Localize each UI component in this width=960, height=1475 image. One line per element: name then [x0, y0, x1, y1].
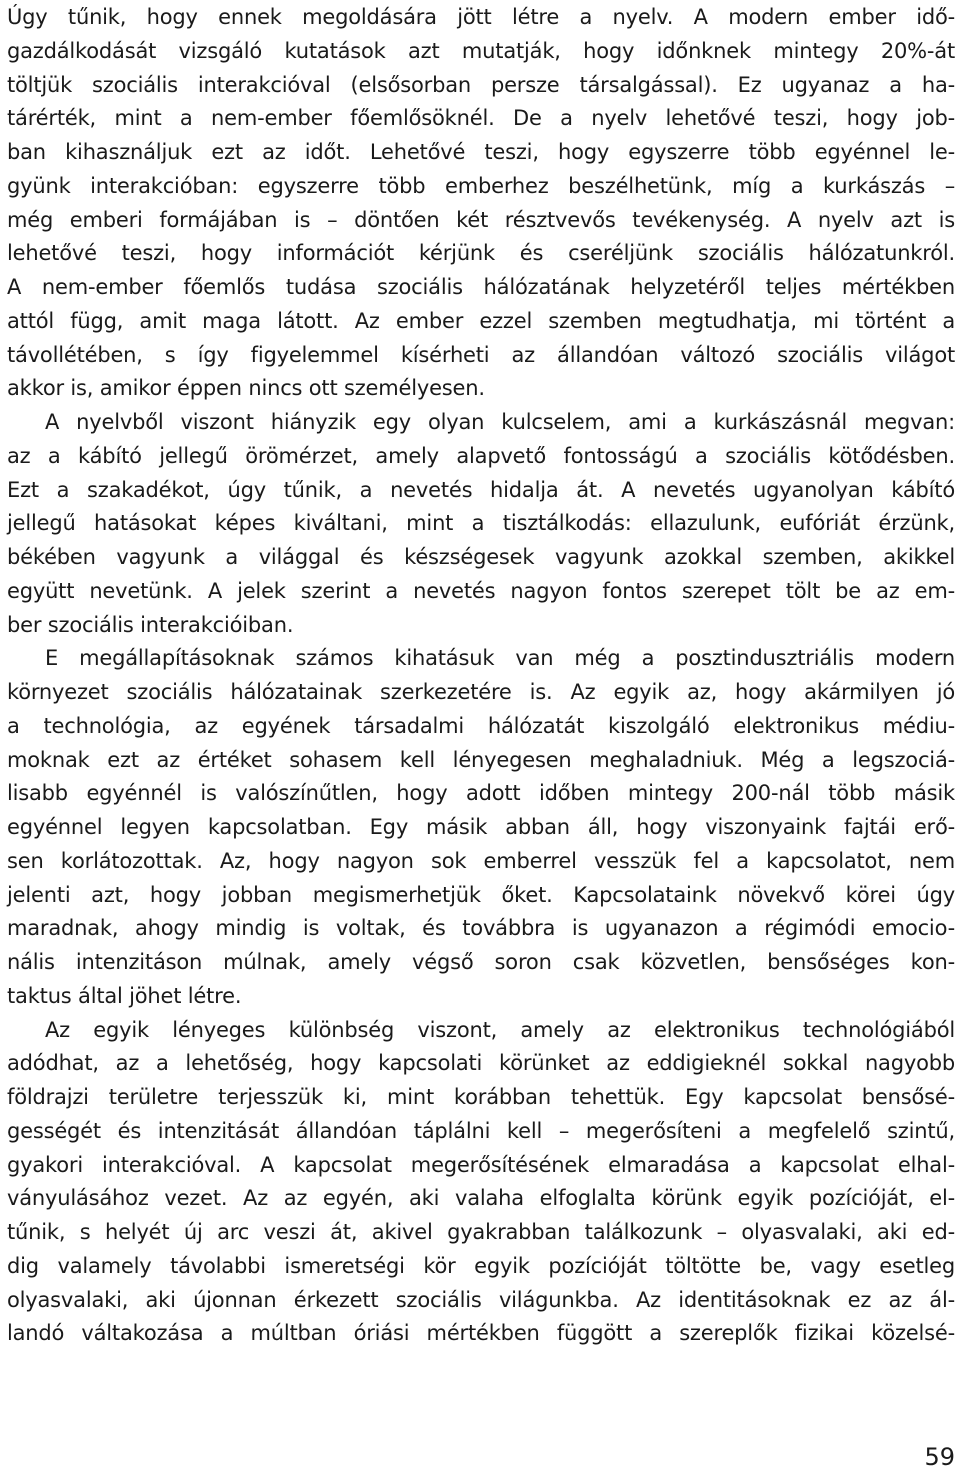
text-line: még emberi formájában is – döntően két résztvevős tevékenység. A nyelv azt is — [7, 208, 955, 232]
text-line: földrajzi területre terjesszük ki, mint korábban tehettük. Egy kapcsolat bensősé- — [7, 1085, 955, 1109]
text-line: E megállapításoknak számos kihatásuk van még a posztindusztriális modern — [45, 646, 955, 670]
text-line: taktus által jöhet létre. — [7, 984, 242, 1008]
text-line: ványulásához vezet. Az az egyén, aki valaha elfoglalta körünk egyik pozícióját, el- — [7, 1186, 955, 1210]
text-line: lehetővé teszi, hogy információt kérjünk és cseréljünk szociális hálózatunkról. — [7, 241, 955, 265]
text-line: sen korlátozottak. Az, hogy nagyon sok emberrel vesszük fel a kapcsolatot, nem — [7, 849, 955, 873]
text-line: nális intenzitáson múlnak, amely végső soron csak közvetlen, bensőséges kon- — [7, 950, 955, 974]
text-line: landó váltakozása a múltban óriási mértékben függött a szereplők fizikai közelsé- — [7, 1321, 955, 1345]
text-line: maradnak, ahogy mindig is voltak, és továbbra is ugyanazon a régimódi emocio- — [7, 916, 955, 940]
text-line: tűnik, s helyét új arc veszi át, akivel gyakrabban találkozunk – olyasvalaki, aki ed- — [7, 1220, 955, 1244]
text-line: az a kábító jellegű örömérzet, amely alapvető fontosságú a szociális kötődésben. — [7, 444, 955, 468]
text-line: békében vagyunk a világgal és készségesek vagyunk azokkal szemben, akikkel — [7, 545, 955, 569]
text-line: akkor is, amikor éppen nincs ott személyesen. — [7, 376, 485, 400]
text-line: dig valamely távolabbi ismeretségi kör egyik pozícióját töltötte be, vagy esetleg — [7, 1254, 955, 1278]
text-line: olyasvalaki, aki újonnan érkezett szociális világunkba. Az identitásoknak ez az ál- — [7, 1288, 955, 1312]
text-line: lisabb egyénnél is valószínűtlen, hogy adott időben mintegy 200-nál több másik — [7, 781, 955, 805]
text-line: gazdálkodását vizsgáló kutatások azt mutatják, hogy időnknek mintegy 20%-át — [7, 39, 955, 63]
text-line: a technológia, az egyének társadalmi hálózatát kiszolgáló elektronikus médiu- — [7, 714, 955, 738]
text-line: egyénnel legyen kapcsolatban. Egy másik abban áll, hogy viszonyaink fajtái erő- — [7, 815, 955, 839]
text-line: jellegű hatásokat képes kiváltani, mint a tisztálkodás: ellazulunk, eufóriát érzünk, — [7, 511, 955, 535]
text-line: ban kihasználjuk ezt az időt. Lehetővé teszi, hogy egyszerre több egyénnel le- — [7, 140, 955, 164]
text-line: attól függ, amit maga látott. Az ember ezzel szemben megtudhatja, mi történt a — [7, 309, 955, 333]
text-line: Ezt a szakadékot, úgy tűnik, a nevetés hidalja át. A nevetés ugyanolyan kábító — [7, 478, 955, 502]
text-line: A nyelvből viszont hiányzik egy olyan kulcselem, ami a kurkászásnál megvan: — [45, 410, 955, 434]
page-number: 59 — [924, 1443, 955, 1471]
text-line: környezet szociális hálózatainak szerkezetére is. Az egyik az, hogy akármilyen jó — [7, 680, 955, 704]
text-line: töltjük szociális interakcióval (elsősorban persze társalgással). Ez ugyanaz a ha- — [7, 73, 955, 97]
text-line: ber szociális interakcióiban. — [7, 613, 294, 637]
text-line: tárérték, mint a nem-ember főemlősöknél. De a nyelv lehetővé teszi, hogy job- — [7, 106, 955, 130]
text-line: együtt nevetünk. A jelek szerint a nevetés nagyon fontos szerepet tölt be az em- — [7, 579, 955, 603]
text-line: gességét és intenzitását állandóan táplálni kell – megerősíteni a megfelelő szintű, — [7, 1119, 955, 1143]
text-line: Az egyik lényeges különbség viszont, amely az elektronikus technológiából — [45, 1018, 955, 1042]
text-line: Úgy tűnik, hogy ennek megoldására jött létre a nyelv. A modern ember idő- — [7, 5, 955, 29]
text-line: A nem-ember főemlős tudása szociális hálózatának helyzetéről teljes mértékben — [7, 275, 955, 299]
text-line: adódhat, az a lehetőség, hogy kapcsolati körünket az eddigieknél sokkal nagyobb — [7, 1051, 955, 1075]
text-line: távollétében, s így figyelemmel kísérheti az állandóan változó szociális világot — [7, 343, 955, 367]
text-line: moknak ezt az értéket sohasem kell lényegesen meghaladniuk. Még a legszociá- — [7, 748, 955, 772]
text-line: jelenti azt, hogy jobban megismerhetjük őket. Kapcsolataink növekvő körei úgy — [7, 883, 955, 907]
text-line: gyakori interakcióval. A kapcsolat megerősítésének elmaradása a kapcsolat elhal- — [7, 1153, 955, 1177]
text-line: gyünk interakcióban: egyszerre több emberhez beszélhetünk, míg a kurkászás – — [7, 174, 955, 198]
